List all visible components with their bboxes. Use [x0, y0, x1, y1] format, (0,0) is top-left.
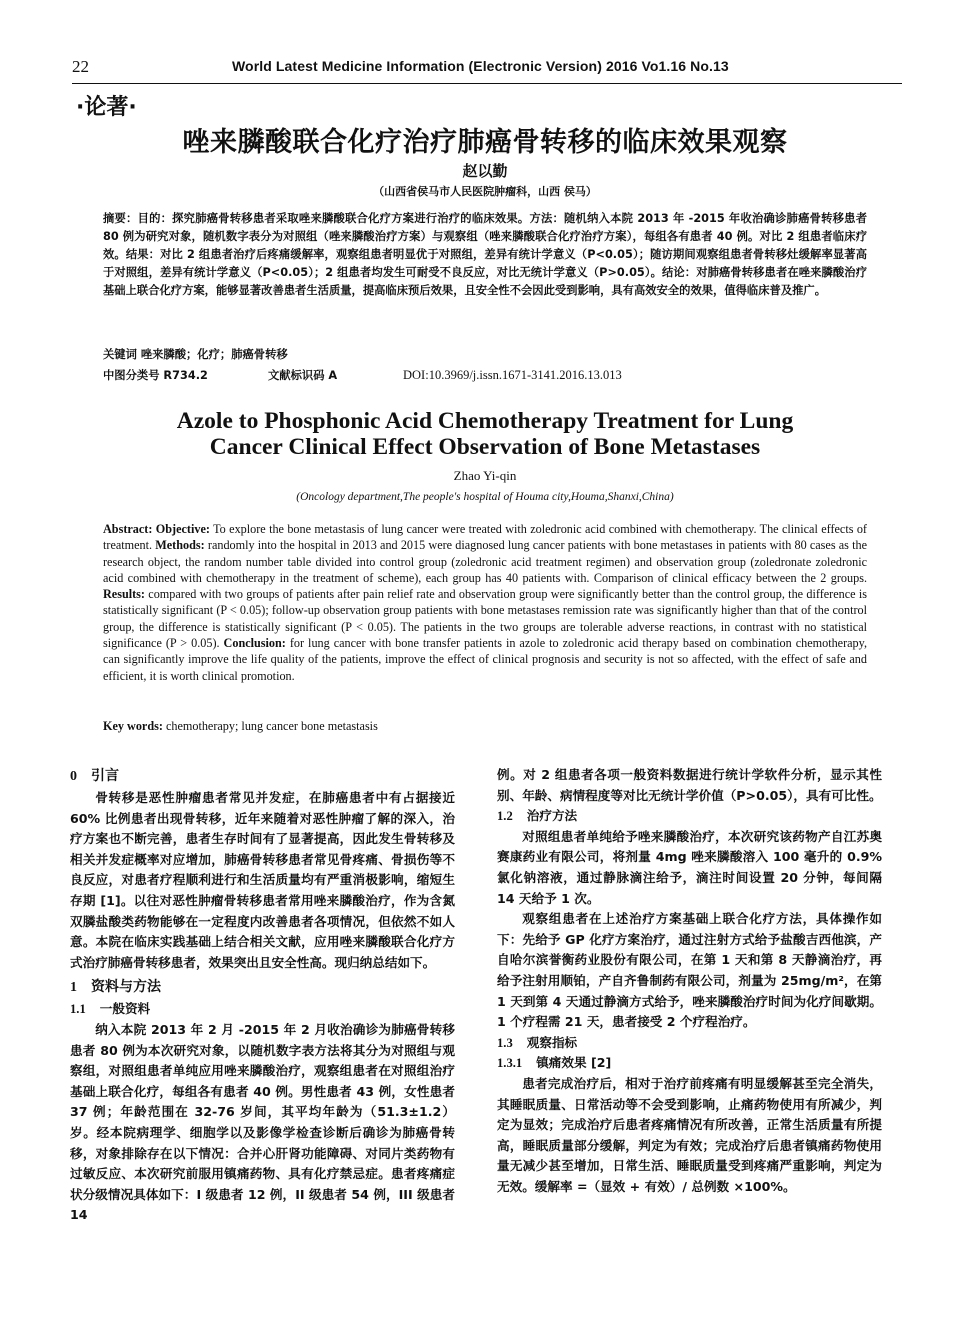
cn-affiliation: （山西省侯马市人民医院肿瘤科，山西 侯马）: [373, 185, 597, 198]
cn-keywords: 关键词 唑来膦酸；化疗；肺癌骨转移: [103, 348, 288, 361]
abstract-objective-text: To explore the bone metastasis of lung cancer were treated with zoledronic acid combined with chemotherapy. The clinical effects of treatment.: [103, 522, 867, 553]
section-tag: ·论著·: [76, 95, 137, 120]
cn-abstract: 摘要：目的：探究肺癌骨转移患者采取唑来膦酸联合化疗方案进行治疗的临床效果。方法：随机纳入本院 2013 年 -2015 年收治确诊肺癌骨转移患者 80 例为研究对象，随机数字表分为对照组（唑来膦酸治疗方案）与观察组（唑来膦酸联合化疗治疗方案），每组各有患者 40 例。对比 2 组患者临床疗效。结果：对比 2 组患者治疗后疼痛缓解率，观察组患者明显优于对照组，差异有统计学意义（P<0.05）；随访期间观察组患者骨转移灶缓解率显著高于对照组，差异有统计学意义（P<0.05）；2 组患者均发生可耐受不良反应，对比无统计学意义（P>0.05）。结论：对肺癌骨转移患者在唑来膦酸治疗基础上联合化疗方案，能够显著改善患者生活质量，提高临床预后效果，且安全性不会因此受到影响，具有高效安全的效果，值得临床普及推广。: [103, 212, 867, 297]
section-0-paragraph: 骨转移是恶性肿瘤患者常见并发症，在肺癌患者中有占据接近 60% 比例患者出现骨转移，近年来随着对恶性肿瘤了解的深入，治疗方案也不断完善，患者生存时间有了显著提高，因此发生骨转移及相关并发症概率对应增加，肺癌骨转移患者常见骨疼痛、骨损伤等不良反应，对患者疗程顺利进行和生活质量均有严重消极影响，缩短生存期 [1]。以往对恶性肿瘤骨转移患者常用唑来膦酸治疗，作为含氮双膦盐酸类药物能够在一定程度内改善患者各项情况，但依然不如人意。本院在临床实践基础上结合相关文献，应用唑来膦酸联合化疗方式治疗肺癌骨转移患者，效果突出且安全性高。现归纳总结如下。: [70, 790, 455, 970]
cn-author: 赵以勤: [462, 162, 508, 180]
abstract-results-label: Results:: [103, 587, 145, 602]
cn-doi: DOI:10.3969/j.issn.1671-3141.2016.13.013: [403, 368, 622, 382]
abstract-conclusion-text: for lung cancer with bone transfer patients in azole to zoledronic acid therapy based on combination chemotherapy, can significantly improve the life quality of the patients, improve the effect of clinical prognosis and security is not so affected, with the effect of safe and efficient, it is worth clinical promotion.: [103, 636, 867, 683]
section-1-1-heading: 1.1 一般资料: [70, 1001, 151, 1017]
en-abstract: [103, 521, 867, 684]
en-author: Zhao Yi-qin: [453, 468, 517, 483]
abstract-objective-label: Abstract: Objective:: [103, 522, 210, 536]
en-title-line-1: Azole to Phosphonic Acid Chemotherapy Treatment for Lung: [176, 408, 794, 434]
section-0-heading: 0 引言: [70, 768, 119, 784]
section-1-heading: 1 资料与方法: [70, 979, 161, 996]
running-header: [72, 57, 902, 84]
section-1-3-1-heading: 1.3.1 镇痛效果 [2]: [497, 1055, 612, 1071]
cn-clc: 中图分类号 R734.2: [103, 369, 208, 382]
journal-name: World Latest Medicine Information (Electronic Version) 2016 Vo1.16 No.13: [232, 58, 729, 74]
cn-classification-row: [103, 366, 867, 385]
section-1-2-paragraph-2: 观察组患者在上述治疗方案基础上联合化疗方法，具体操作如下：先给予 GP 化疗方案治疗，通过注射方式给予盐酸吉西他滨，产自哈尔滨誉衡药业股份有限公司，在第 1 天和第 8 天静滴治疗，再给予注射用顺铂，产自齐鲁制药有限公司，剂量为 25mg/m²，在第 1 天到第 4 天通过静滴方式给予，唑来膦酸治疗时间为化疗间歇期。1 个疗程需 21 天，患者接受 2 个疗程治疗。: [497, 911, 882, 1030]
body-column-left: [70, 765, 455, 1226]
body-column-right: [497, 765, 882, 1197]
en-affiliation: (Oncology department,The people's hospital of Houma city,Houma,Shanxi,China): [296, 491, 674, 503]
section-1-3-1-paragraph: 患者完成治疗后，相对于治疗前疼痛有明显缓解甚至完全消失，其睡眠质量、日常活动等不会受到影响，止痛药物使用有所减少，判定为显效；完成治疗后患者疼痛情况有所改善，正常生活质量有所提高，睡眠质量部分缓解，判定为有效；完成治疗后患者镇痛药物使用量无减少甚至增加，日常生活、睡眠质量受到疼痛严重影响，判定为无效。缓解率 =（显效 + 有效）/ 总例数 ×100%。: [497, 1075, 882, 1194]
abstract-methods-label: Methods:: [155, 538, 205, 553]
continued-paragraph: 例。对 2 组患者各项一般资料数据进行统计学软件分析，显示其性别、年龄、病情程度等对比无统计学价值（P>0.05），具有可比性。: [497, 767, 882, 803]
en-keywords-label: Key words:: [103, 719, 163, 733]
section-1-3-heading: 1.3 观察指标: [497, 1034, 578, 1050]
en-title: [0, 408, 970, 460]
section-1-1-paragraph: 纳入本院 2013 年 2 月 -2015 年 2 月收治确诊为肺癌骨转移患者 80 例为本次研究对象，以随机数字表方法将其分为对照组与观察组，对照组患者单纯应用唑来膦酸治疗，观察组患者在对照组治疗基础上联合化疗，每组各有患者 40 例。男性患者 43 例，女性患者 37 例；年龄范围在 32-76 岁间，其平均年龄为（51.3±1.2）岁。经本院病理学、细胞学以及影像学检查诊断后确诊为肺癌骨转移，对象排除存在以下情况：合并心肝肾功能障碍、对同片类药物有过敏反应、本次研究前服用镇痛药物、具有化疗禁忌症。患者疼痛症状分级情况具体如下：I 级患者 12 例，II 级患者 54 例，III 级患者 14: [70, 1021, 455, 1223]
cn-doc-code: 文献标识码 A: [268, 369, 338, 382]
section-1-2-heading: 1.2 治疗方法: [497, 808, 578, 824]
en-keywords: [103, 719, 867, 734]
abstract-methods-text: randomly into the hospital in 2013 and 2015 were diagnosed lung cancer patients with bone metastases in patients with 80 cases as the research object, the random number table divided into control group (zoledronic acid treatment regimen) and observation group (zoledronate zoledronic acid combined with chemotherapy in the treatment of scheme), each group has 40 patients with. Comparison of clinical efficacy between the 2 groups.: [103, 538, 867, 585]
abstract-results-text: compared with two groups of patients after pain relief rate and observation group were significantly better than the control group, the difference is statistically significant (P < 0.05); follow-up observation group patients with bone metastases remission rate was significantly higher than that of the control group, the difference is statistically significant (P < 0.05). The patients in the two groups are tolerable adverse reactions, in contrast with no statistical significance (P > 0.05).: [103, 587, 867, 651]
section-1-2-paragraph-1: 对照组患者单纯给予唑来膦酸治疗，本次研究该药物产自江苏奥赛康药业有限公司，将剂量 4mg 唑来膦酸溶入 100 毫升的 0.9% 氯化钠溶液，通过静脉滴注给予，滴注时间设置 20 分钟，每间隔 14 天给予 1 次。: [497, 828, 882, 906]
cn-title: 唑来膦酸联合化疗治疗肺癌骨转移的临床效果观察: [182, 127, 788, 158]
abstract-conclusion-label: Conclusion:: [223, 636, 286, 651]
en-keywords-text: chemotherapy; lung cancer bone metastasis: [162, 719, 378, 733]
page-number: 22: [72, 57, 89, 76]
en-title-line-2: Cancer Clinical Effect Observation of Bone Metastases: [209, 434, 761, 460]
